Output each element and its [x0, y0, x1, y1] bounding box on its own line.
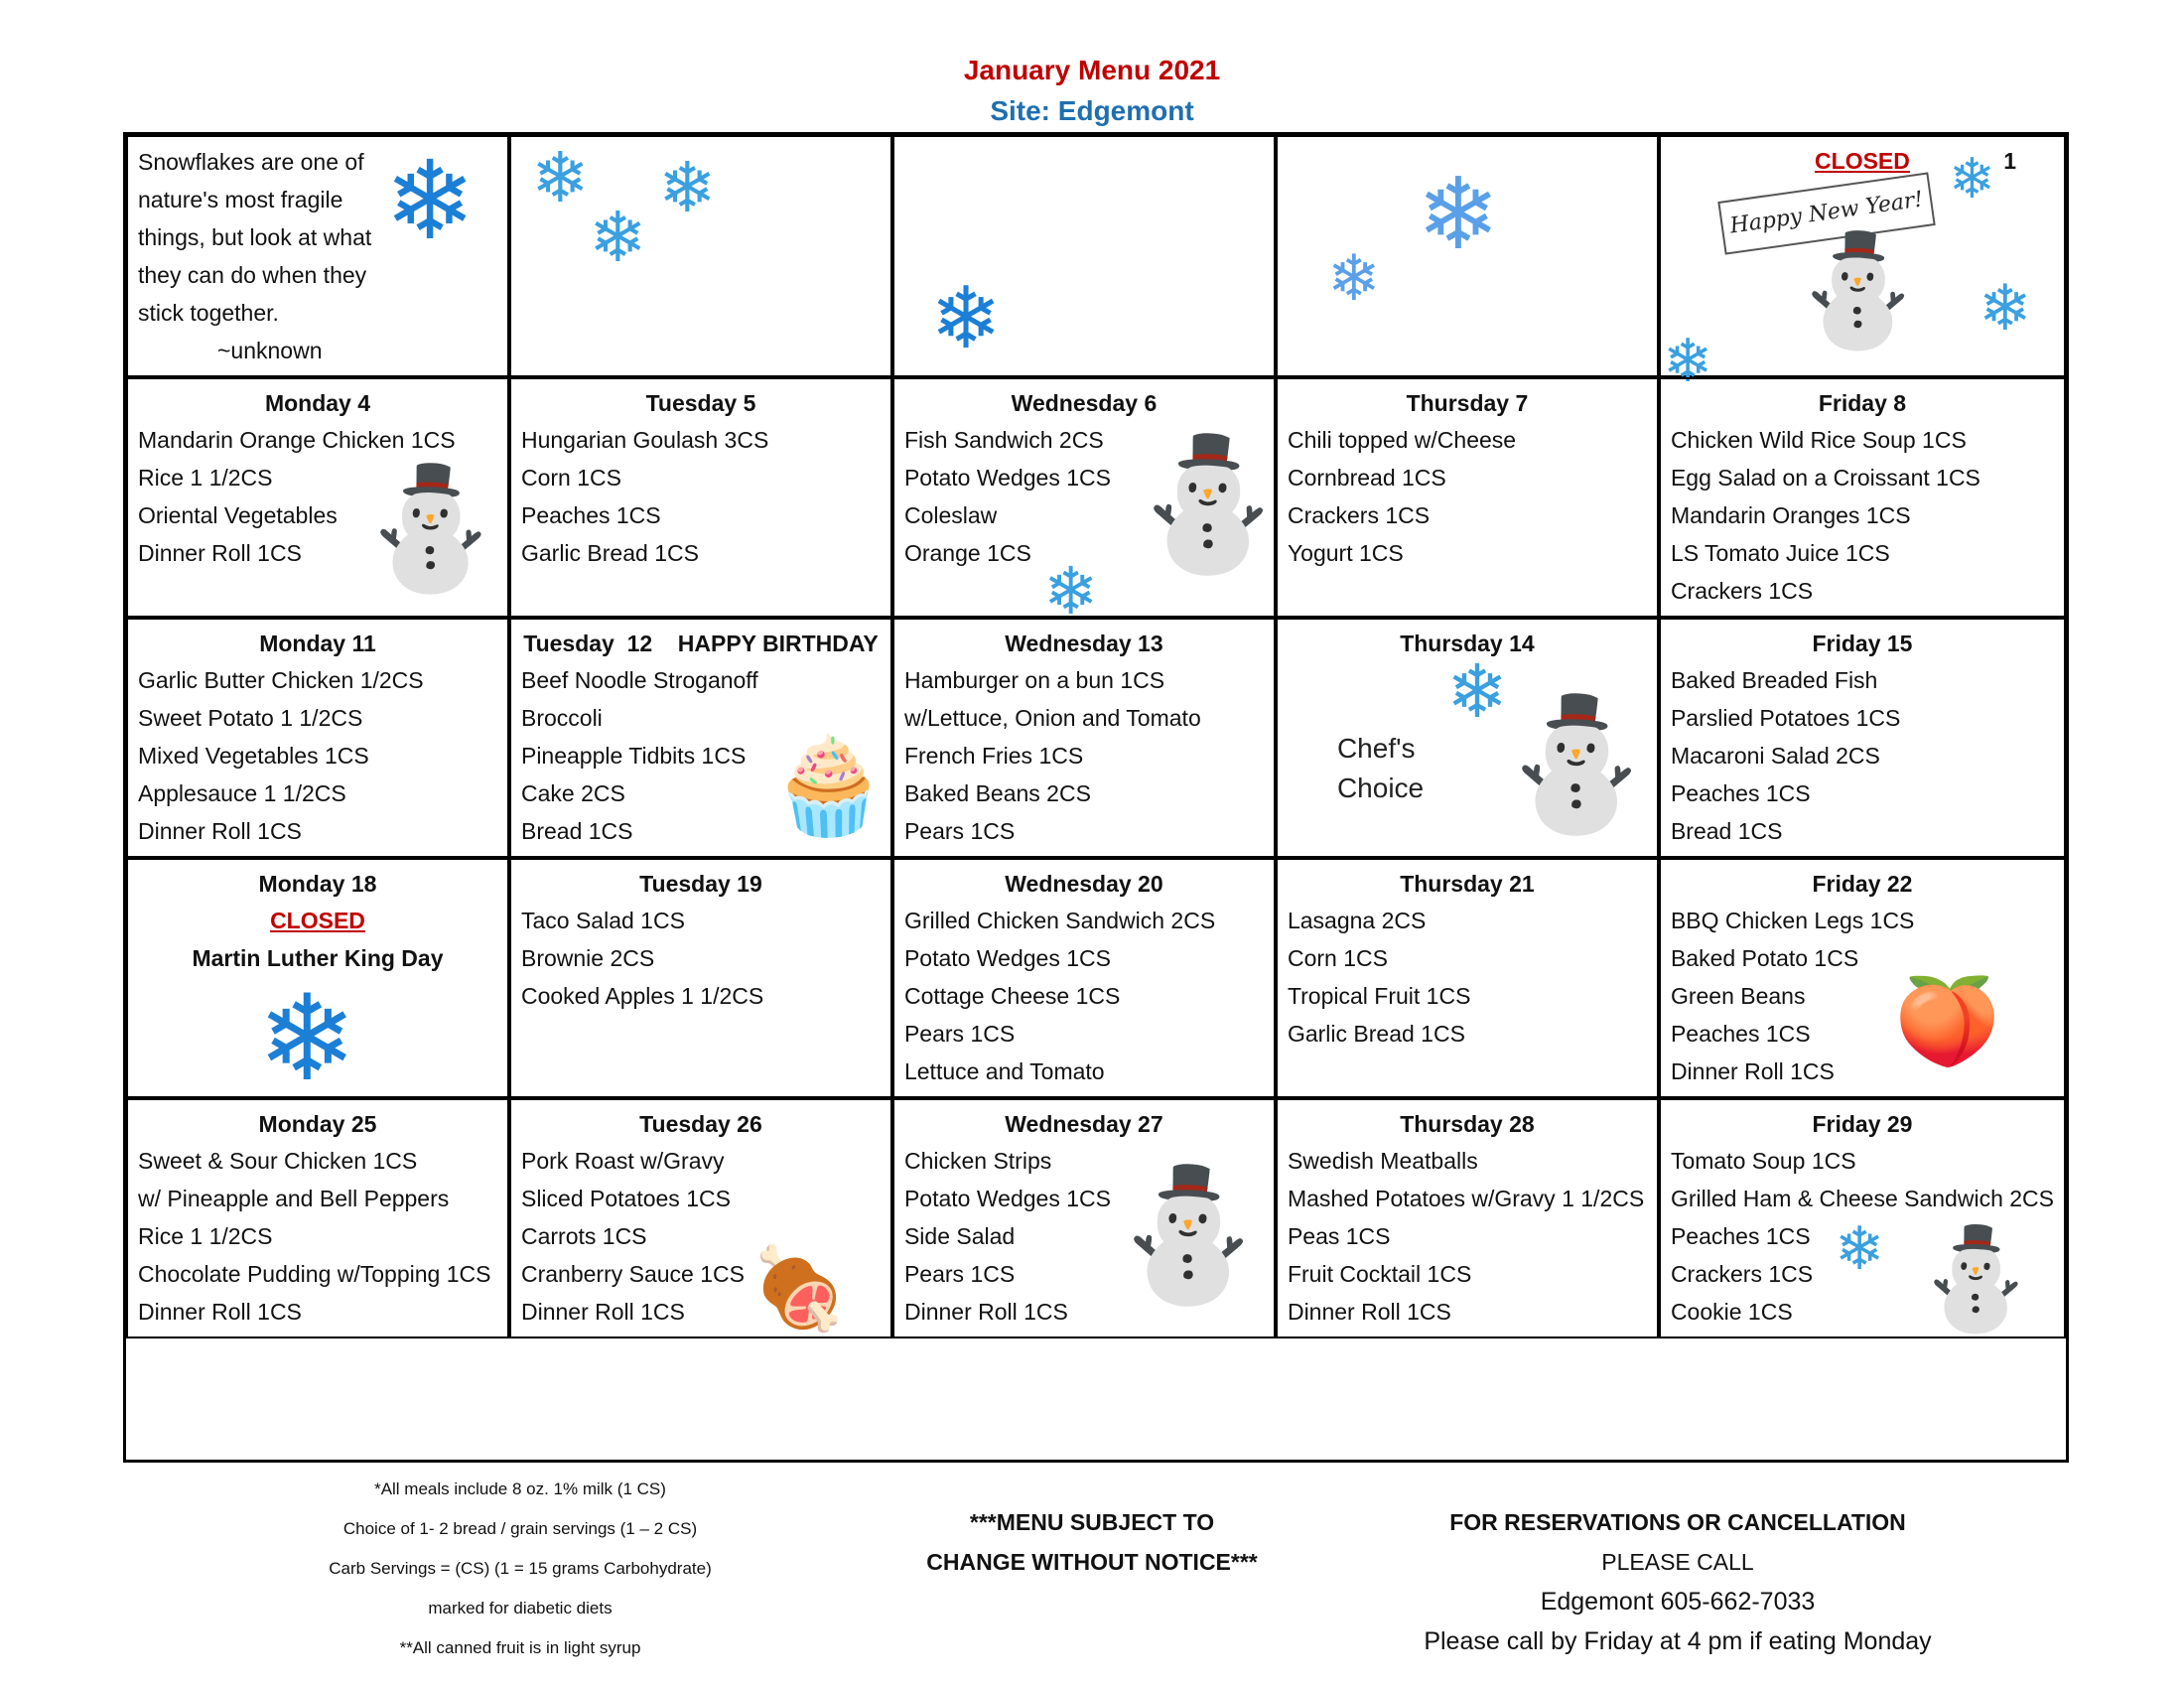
snowflake-icon: ❄: [1978, 272, 2032, 344]
menu-item: Fruit Cocktail 1CS: [1287, 1261, 1472, 1287]
menu-item: Dinner Roll 1CS: [138, 540, 302, 566]
menu-item: Cookie 1CS: [1670, 1299, 1793, 1325]
menu-item: Dinner Roll 1CS: [138, 818, 302, 844]
menu-item: Baked Breaded Fish: [1670, 667, 1878, 693]
day-header: Thursday 21: [1400, 871, 1535, 897]
menu-item: Chicken Wild Rice Soup 1CS: [1670, 427, 1967, 453]
day-cell: [892, 618, 1276, 858]
call-deadline: Please call by Friday at 4 pm if eating Monday: [1424, 1627, 1932, 1655]
snowflake-icon: ❄: [1662, 328, 1713, 394]
menu-item: Garlic Butter Chicken 1/2CS: [138, 667, 424, 693]
menu-item: Mashed Potatoes w/Gravy 1 1/2CS: [1287, 1186, 1645, 1211]
peach-icon: 🍑: [1893, 974, 2001, 1069]
menu-item: French Fries 1CS: [903, 743, 1084, 769]
menu-item: Grilled Chicken Sandwich 2CS: [903, 908, 1216, 933]
day-header: Monday 18: [258, 871, 377, 897]
menu-item: Cake 2CS: [520, 780, 625, 806]
snowman-icon: ⛄: [356, 462, 505, 595]
menu-item: Macaroni Salad 2CS: [1670, 743, 1880, 769]
snowflake-icon: ❄: [384, 140, 477, 262]
day-header: Wednesday 20: [1005, 871, 1163, 897]
quote-cell: [126, 135, 509, 377]
menu-item: Parslied Potatoes 1CS: [1670, 705, 1901, 731]
snowman-icon: ⛄: [1789, 229, 1926, 352]
menu-item: Mixed Vegetables 1CS: [138, 743, 369, 769]
day-header: Friday 29: [1812, 1111, 1913, 1137]
menu-item: Carrots 1CS: [520, 1223, 647, 1249]
day-cell: [1276, 377, 1659, 618]
day-header: Thursday 14: [1400, 631, 1535, 656]
menu-item: Broccoli: [520, 705, 603, 731]
menu-item: Swedish Meatballs: [1287, 1148, 1478, 1174]
day-header: Friday 22: [1812, 871, 1913, 897]
menu-item: Mandarin Orange Chicken 1CS: [138, 427, 456, 453]
day-cell: [1659, 377, 2066, 618]
reservation-info: [1370, 1502, 1985, 1661]
menu-item: Orange 1CS: [903, 540, 1031, 566]
footer-notes: [123, 1470, 917, 1668]
menu-item: Side Salad: [903, 1223, 1016, 1249]
day-cell: [892, 377, 1289, 628]
menu-item: Corn 1CS: [520, 465, 621, 491]
snowflake-icon: ❄: [1326, 242, 1381, 314]
menu-item: Pears 1CS: [903, 1261, 1016, 1287]
snowflake-icon: ❄: [588, 199, 647, 276]
blank-cell: [892, 135, 1276, 377]
menu-item: Dinner Roll 1CS: [138, 1299, 302, 1325]
menu-item: Dinner Roll 1CS: [1670, 1058, 1835, 1084]
menu-item: Green Beans: [1670, 983, 1806, 1009]
menu-item: BBQ Chicken Legs 1CS: [1670, 908, 1915, 933]
menu-item: Baked Beans 2CS: [903, 780, 1091, 806]
day-header: Tuesday 19: [639, 871, 762, 897]
day-header: Monday 4: [264, 390, 371, 416]
menu-item: Potato Wedges 1CS: [903, 945, 1111, 971]
snowflake-icon: ❄: [657, 149, 717, 226]
menu-item: Dinner Roll 1CS: [520, 1299, 685, 1325]
chefs-choice: [1337, 729, 1424, 808]
footer-note: Choice of 1- 2 bread / grain servings (1 – 2 CS): [342, 1519, 698, 1538]
menu-item: Cranberry Sauce 1CS: [520, 1261, 745, 1287]
menu-item: Potato Wedges 1CS: [903, 465, 1111, 491]
quote-line: they can do when they: [138, 262, 367, 288]
day-cell: [126, 1098, 509, 1338]
menu-item: Pork Roast w/Gravy: [520, 1148, 725, 1174]
menu-item: Lasagna 2CS: [1287, 908, 1427, 933]
quote-line: things, but look at what: [138, 224, 372, 250]
day-number: 1: [2003, 148, 2016, 174]
menu-item: Bread 1CS: [1670, 818, 1783, 844]
day-cell: [509, 377, 892, 618]
roast-icon: 🍖: [749, 1244, 849, 1333]
menu-item: Grilled Ham & Cheese Sandwich 2CS: [1670, 1186, 2054, 1211]
menu-item: Beef Noodle Stroganoff: [520, 667, 758, 693]
day-cell: [126, 858, 509, 1105]
day-cell: [509, 1098, 892, 1338]
menu-item: Peaches 1CS: [520, 502, 661, 528]
quote-line: stick together.: [138, 300, 279, 326]
day-cell: [1659, 618, 2066, 858]
reservation-heading: FOR RESERVATIONS OR CANCELLATION: [1449, 1509, 1906, 1535]
menu-item: w/Lettuce, Onion and Tomato: [903, 705, 1201, 731]
page-title: January Menu 2021: [963, 55, 1221, 85]
day-cell: [892, 858, 1276, 1098]
site-label: Site: Edgemont: [990, 95, 1194, 126]
menu-item: Chicken Strips: [903, 1148, 1052, 1174]
menu-item: Crackers 1CS: [1670, 1261, 1814, 1287]
menu-item: Sliced Potatoes 1CS: [520, 1186, 731, 1211]
phone-number: Edgemont 605-662-7033: [1540, 1588, 1816, 1616]
notice-line: ***MENU SUBJECT TO: [969, 1509, 1215, 1535]
snowman-icon: ⛄: [1107, 1162, 1269, 1307]
snowflake-icon: ❄: [1948, 147, 1995, 210]
footer-note: *All meals include 8 oz. 1% milk (1 CS): [374, 1479, 666, 1498]
closed-label: CLOSED: [1815, 148, 1910, 174]
day-header: Wednesday 27: [1005, 1111, 1163, 1137]
menu-item: Peaches 1CS: [1670, 780, 1811, 806]
new-year-sign: Happy New Year!: [1717, 172, 1935, 254]
day-cell: [892, 1098, 1276, 1338]
menu-item: Sweet Potato 1 1/2CS: [138, 705, 363, 731]
snowman-icon: ⛄: [1913, 1223, 2038, 1335]
menu-item: Chocolate Pudding w/Topping 1CS: [138, 1261, 491, 1287]
menu-item: Peaches 1CS: [1670, 1021, 1811, 1047]
menu-item: Taco Salad 1CS: [520, 908, 685, 933]
menu-item: Crackers 1CS: [1670, 578, 1814, 604]
day-header: Thursday 28: [1400, 1111, 1535, 1137]
please-call: PLEASE CALL: [1601, 1549, 1754, 1575]
day-header: Tuesday 26: [639, 1111, 762, 1137]
menu-calendar: [123, 132, 2069, 1463]
blank-cell: [1276, 135, 1659, 377]
snowflake-icon: ❄: [929, 271, 1003, 366]
menu-item: Oriental Vegetables: [138, 502, 338, 528]
menu-item: Garlic Bread 1CS: [520, 540, 699, 566]
menu-item: Hungarian Goulash 3CS: [520, 427, 769, 453]
cupcake-icon: 🧁: [768, 733, 888, 839]
menu-item: Cottage Cheese 1CS: [903, 983, 1121, 1009]
day-header: Tuesday 5: [645, 390, 756, 416]
day-cell: [126, 377, 509, 618]
day-cell: [1659, 1098, 2066, 1338]
day-cell: [1276, 858, 1659, 1098]
menu-item: Dinner Roll 1CS: [1287, 1299, 1451, 1325]
menu-item: Mandarin Oranges 1CS: [1670, 502, 1911, 528]
menu-item: Chili topped w/Cheese: [1287, 427, 1517, 453]
day-cell: [1276, 618, 1659, 858]
day-header: Friday 15: [1812, 631, 1913, 656]
menu-item: Fish Sandwich 2CS: [903, 427, 1104, 453]
menu-item: Brownie 2CS: [520, 945, 655, 971]
menu-item: Baked Potato 1CS: [1670, 945, 1859, 971]
footer-note: **All canned fruit is in light syrup: [399, 1638, 641, 1657]
snowflake-icon: ❄: [1445, 650, 1508, 733]
day-header: Wednesday 13: [1005, 631, 1163, 656]
menu-item: Peaches 1CS: [1670, 1223, 1811, 1249]
quote-line: Snowflakes are one of: [138, 149, 364, 175]
chefs-choice-line: Choice: [1336, 773, 1425, 803]
snowflake-icon: ❄: [1834, 1215, 1885, 1282]
day-cell: [509, 618, 892, 858]
footer-note: Carb Servings = (CS) (1 = 15 grams Carbohydrate): [329, 1559, 712, 1578]
snowflake-icon: ❄: [257, 972, 357, 1105]
menu-item: LS Tomato Juice 1CS: [1670, 540, 1890, 566]
day-cell-jan-1: [1659, 135, 2066, 394]
menu-item: Lettuce and Tomato: [903, 1058, 1105, 1084]
day-cell: [509, 858, 892, 1098]
menu-item: Pears 1CS: [903, 818, 1016, 844]
menu-item: Cornbread 1CS: [1287, 465, 1446, 491]
quote-attribution: ~unknown: [217, 338, 323, 363]
menu-item: Coleslaw: [903, 502, 998, 528]
menu-item: Yogurt 1CS: [1287, 540, 1404, 566]
menu-notice: [893, 1502, 1291, 1582]
snowman-icon: ⛄: [1495, 691, 1657, 836]
snowflake-icon: ❄: [1416, 159, 1500, 270]
snowman-icon: ⛄: [1127, 431, 1289, 576]
closed-label: CLOSED: [270, 908, 365, 933]
menu-item: Egg Salad on a Croissant 1CS: [1670, 465, 1980, 491]
menu-item: Pineapple Tidbits 1CS: [520, 743, 747, 769]
menu-item: Crackers 1CS: [1287, 502, 1431, 528]
day-header: Monday 11: [259, 631, 376, 656]
day-cell: [126, 618, 509, 858]
blank-cell: [509, 135, 892, 377]
day-header: Wednesday 6: [1011, 390, 1158, 416]
menu-item: Potato Wedges 1CS: [903, 1186, 1111, 1211]
snowflake-icon: ❄: [530, 139, 590, 216]
menu-item: w/ Pineapple and Bell Peppers: [138, 1186, 450, 1211]
menu-item: Dinner Roll 1CS: [903, 1299, 1068, 1325]
quote-line: nature's most fragile: [138, 187, 343, 212]
menu-item: Rice 1 1/2CS: [138, 1223, 273, 1249]
footer-note: marked for diabetic diets: [428, 1599, 613, 1618]
menu-item: Cooked Apples 1 1/2CS: [520, 983, 764, 1009]
menu-item: Tropical Fruit 1CS: [1287, 983, 1471, 1009]
day-header: Thursday 7: [1406, 390, 1529, 416]
menu-item: Tomato Soup 1CS: [1670, 1148, 1856, 1174]
menu-item: Sweet & Sour Chicken 1CS: [138, 1148, 418, 1174]
chefs-choice-line: Chef's: [1336, 733, 1416, 764]
day-cell: [1276, 1098, 1659, 1338]
menu-item: Rice 1 1/2CS: [138, 465, 273, 491]
day-header: Tuesday 12 HAPPY BIRTHDAY: [523, 631, 879, 656]
notice-line: CHANGE WITHOUT NOTICE***: [926, 1549, 1258, 1575]
snowflake-icon: ❄: [1042, 554, 1099, 628]
day-cell: [1659, 858, 2066, 1098]
day-header: Friday 8: [1818, 390, 1907, 416]
menu-item: Pears 1CS: [903, 1021, 1016, 1047]
menu-item: Garlic Bread 1CS: [1287, 1021, 1465, 1047]
menu-item: Hamburger on a bun 1CS: [903, 667, 1165, 693]
menu-item: Applesauce 1 1/2CS: [138, 780, 346, 806]
holiday-label: Martin Luther King Day: [192, 945, 444, 971]
menu-item: Bread 1CS: [520, 818, 633, 844]
day-header: Monday 25: [258, 1111, 377, 1137]
menu-item: Peas 1CS: [1287, 1223, 1391, 1249]
menu-item: Corn 1CS: [1287, 945, 1388, 971]
